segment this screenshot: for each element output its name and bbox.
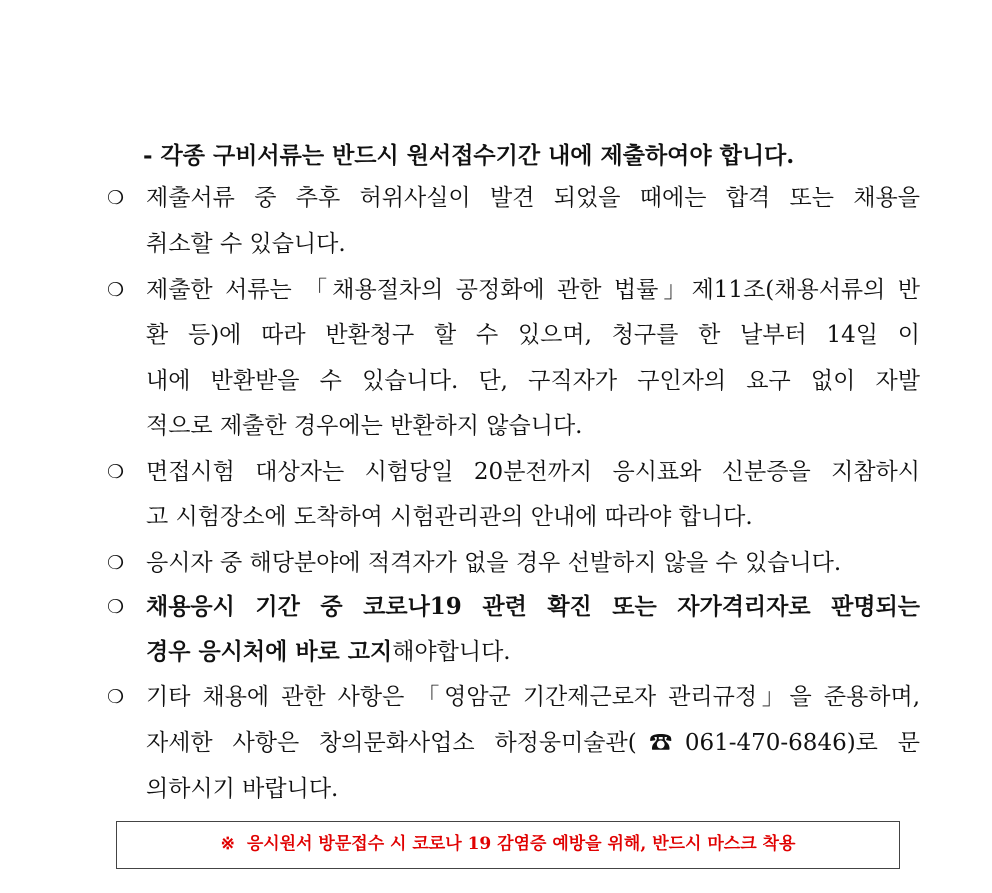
bullet-icon: ❍ <box>107 686 125 708</box>
item-2-line-1: 제출한 서류는 「채용절차의 공정화에 관한 법률」제11조(채용서류의 반 <box>146 277 920 303</box>
item-5-rest: 해야합니다. <box>392 639 511 665</box>
bullet-icon: ❍ <box>107 461 125 483</box>
mask-notice-text <box>117 831 899 857</box>
mask-notice-box <box>116 821 900 869</box>
bullet-icon: ❍ <box>107 187 125 209</box>
item-4-line-1: 응시자 중 해당분야에 적격자가 없을 경우 선발하지 않을 수 있습니다. <box>146 550 842 576</box>
item-2-line-3: 내에 반환받을 수 있습니다. 단, 구직자가 구인자의 요구 없이 자발 <box>146 368 920 394</box>
submission-deadline-note: - 각종 구비서류는 반드시 원서접수기간 내에 제출하여야 합니다. <box>143 142 795 169</box>
bullet-icon: ❍ <box>107 279 125 301</box>
mask-notice-message: 응시원서 방문접수 시 코로나 19 감염증 예방을 위해, 반드시 마스크 착용 <box>246 834 796 854</box>
item-1-line-1: 제출서류 중 추후 허위사실이 발견 되었을 때에는 합격 또는 채용을 <box>146 185 920 211</box>
item-5-bold-prefix: 경우 응시처에 바로 고지 <box>146 638 393 665</box>
item-2-line-2: 환 등)에 따라 반환청구 할 수 있으며, 청구를 한 날부터 14일 이 <box>146 322 920 348</box>
bullet-icon: ❍ <box>107 552 125 574</box>
item-3-line-1: 면접시험 대상자는 시험당일 20분전까지 응시표와 신분증을 지참하시 <box>146 459 920 485</box>
item-6-line-3: 의하시기 바랍니다. <box>146 776 339 802</box>
reference-mark-icon: ※ <box>220 834 235 854</box>
item-5-line-2 <box>146 635 511 669</box>
item-6-line-1: 기타 채용에 관한 사항은 「영암군 기간제근로자 관리규정」을 준용하며, <box>146 684 920 710</box>
item-2-line-4: 적으로 제출한 경우에는 반환하지 않습니다. <box>146 413 583 439</box>
item-6-line-2: 자세한 사항은 창의문화사업소 하정웅미술관(☎061-470-6846)로 문 <box>146 730 920 756</box>
item-5-line-1: 채용응시 기간 중 코로나19 관련 확진 또는 자가격리자로 판명되는 <box>146 593 920 620</box>
bullet-icon: ❍ <box>107 596 125 618</box>
item-1-line-2: 취소할 수 있습니다. <box>146 231 346 257</box>
item-3-line-2: 고 시험장소에 도착하여 시험관리관의 안내에 따라야 합니다. <box>146 504 753 530</box>
